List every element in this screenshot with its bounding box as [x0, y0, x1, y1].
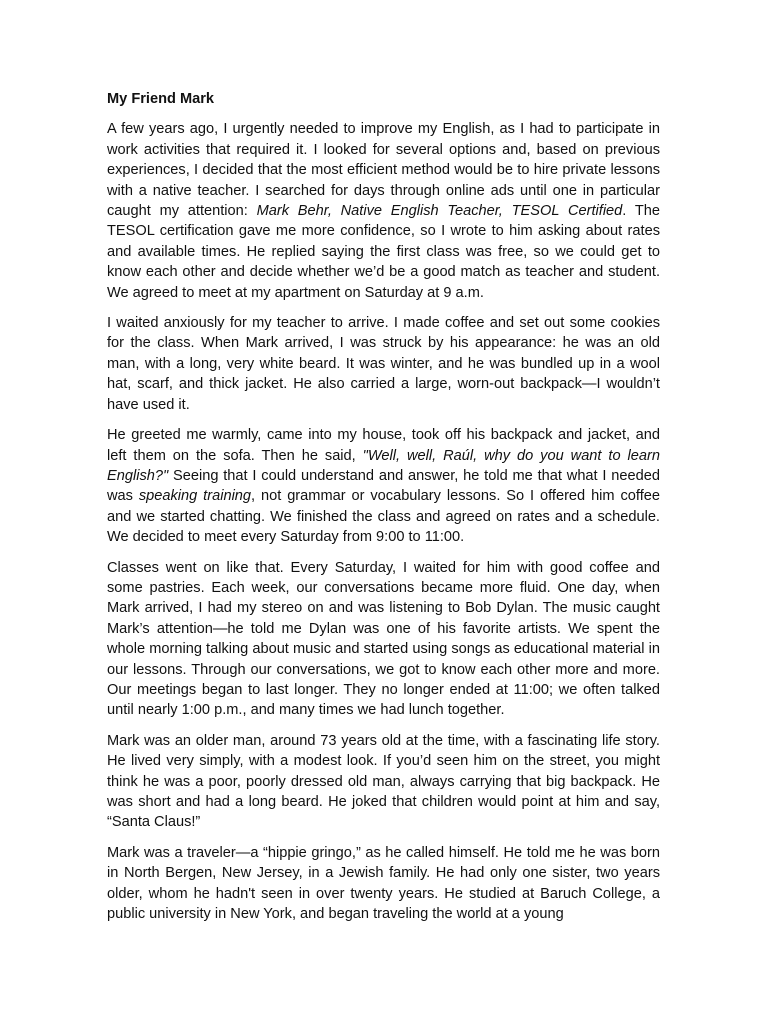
paragraph-4: Classes went on like that. Every Saturday, I waited for him with good coffee and some pastries. Each week, our conversations became more fluid. One day, when Mark arrived, I had my stereo on and was listening to Bob Dylan. The music caught Mark’s attention—he told me Dylan was one of his favorite artists. We spent the whole morning talking about music and started using songs as educational material in our lessons. Through our conversations, we got to know each other more and more. Our meetings began to last longer. They no longer ended at 11:00; we often talked until nearly 1:00 p.m., and many times we had lunch together.: [107, 559, 660, 719]
paragraph-3-text-c: , not grammar or vocabulary lessons. So I offered him coffee and we started chatting. We finished the class and agreed on rates and a schedule. We decided to meet every Saturday from 9:00 to 11:00.: [107, 488, 660, 546]
document-page: [107, 89, 660, 934]
paragraph-1-text-b: . The TESOL certification gave me more confidence, so I wrote to him asking about rates and available times. He replied saying the first class was free, so we could get to know each other and decide whether we’d be a good match as teacher and student. We agreed to meet at my apartment on Saturday at 9 a.m.: [107, 203, 660, 301]
paragraph-5: Mark was an older man, around 73 years old at the time, with a fascinating life story. He lived very simply, with a modest look. If you’d seen him on the street, you might think he was a poor, poorly dressed old man, always carrying that big backpack. He was short and had a long beard. He joked that children would point at him and say, “Santa Claus!”: [107, 732, 660, 831]
paragraph-1: [107, 119, 660, 303]
paragraph-1-text-a: A few years ago, I urgently needed to improve my English, as I had to participate in work activities that required it. I looked for several options and, based on previous experiences, I decided that the most efficient method would be to hire private lessons with a native teacher. I searched for days through online ads until one in particular caught my attention:: [107, 121, 660, 220]
paragraph-3-text-a: He greeted me warmly, came into my house, took off his backpack and jacket, and left them on the sofa. Then he said,: [107, 427, 660, 464]
emphasis-speaking-training: speaking training: [138, 488, 252, 505]
paragraph-3-text-b: Seeing that I could understand and answer, he told me that what I needed was: [107, 467, 660, 505]
paragraph-3: [107, 425, 660, 547]
ad-title: Mark Behr, Native English Teacher, TESOL Certified: [256, 203, 623, 220]
paragraph-2: I waited anxiously for my teacher to arrive. I made coffee and set out some cookies for the class. When Mark arrived, I was struck by his appearance: he was an old man, with a long, very white beard. It was winter, and he was bundled up in a wool hat, scarf, and thick jacket. He also carried a large, worn-out backpack—I wouldn’t have used it.: [107, 315, 660, 413]
teacher-quote: "Well, well, Raúl, why do you want to learn English?": [107, 447, 660, 484]
paragraph-6: Mark was a traveler—a “hippie gringo,” as he called himself. He told me he was born in North Bergen, New Jersey, in a Jewish family. He had only one sister, two years older, whom he hadn't seen in over twenty years. He studied at Baruch College, a public university in New York, and began traveling the world at a young: [107, 844, 660, 923]
document-title: My Friend Mark: [107, 91, 215, 107]
